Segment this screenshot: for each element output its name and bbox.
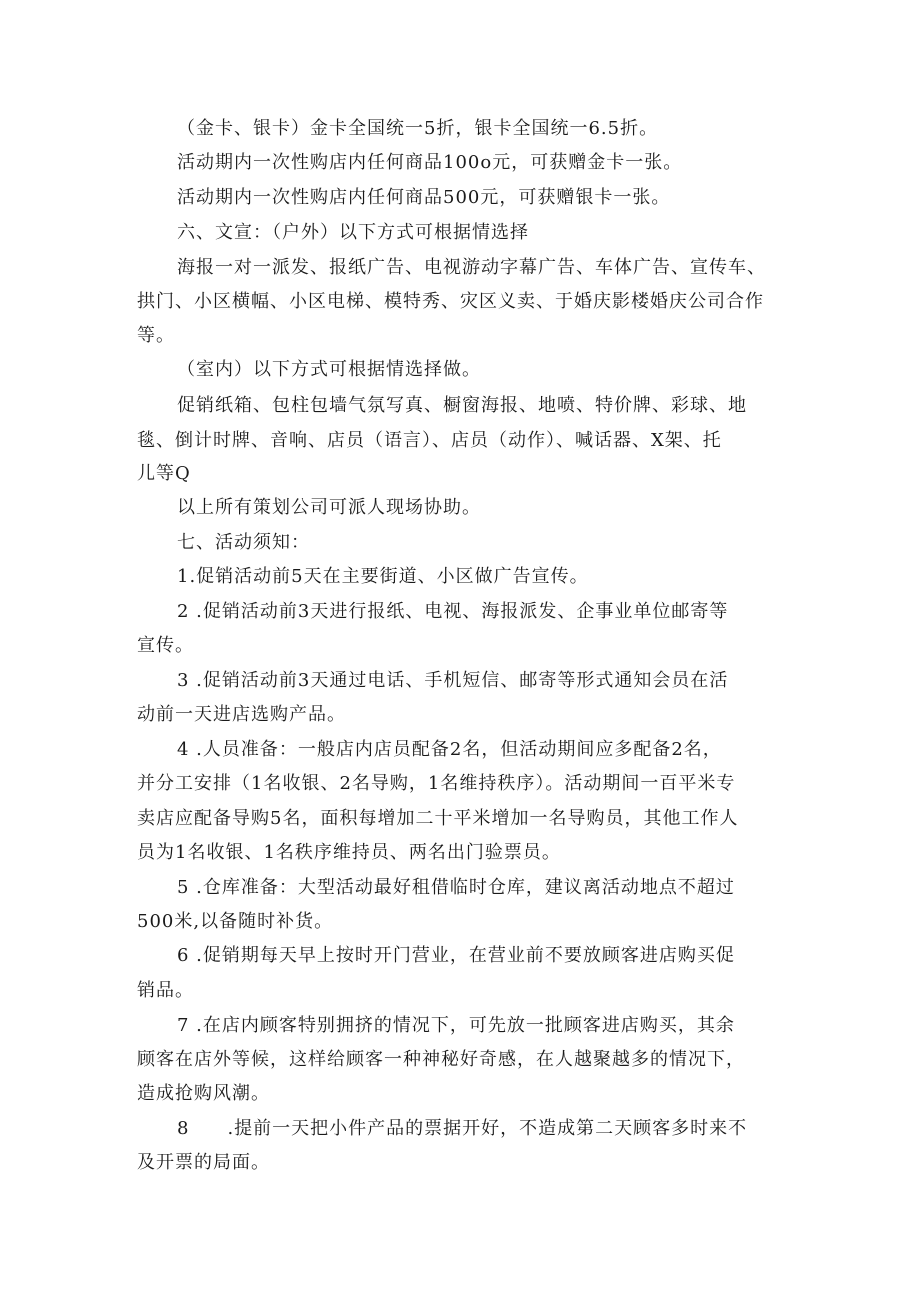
list-item-continuation: 并分工安排（1名收银、2名导购，1名维持秩序）。活动期间一百平米专 — [137, 773, 736, 794]
list-item-continuation: 500米,以备随时补货。 — [137, 911, 334, 932]
list-item-continuation: 销品。 — [137, 980, 194, 1001]
list-item: 2 .促销活动前3天进行报纸、电视、海报派发、企事业单位邮寄等 — [177, 601, 729, 622]
paragraph-line: （金卡、银卡）金卡全国统一5折，银卡全国统一6.5折。 — [177, 118, 659, 139]
paragraph-line: 活动期内一次性购店内任何商品500元，可获赠银卡一张。 — [177, 187, 671, 208]
list-item: 5 .仓库准备：大型活动最好租借临时仓库，建议离活动地点不超过 — [177, 877, 735, 898]
paragraph-line: 儿等Q — [137, 463, 191, 484]
list-item-continuation: 卖店应配备导购5名，面积每增加二十平米增加一名导购员，其他工作人 — [137, 808, 739, 829]
paragraph-line: 毯、倒计时牌、音响、店员（语言）、店员（动作）、喊话器、X架、托 — [137, 430, 722, 451]
paragraph-line: 拱门、小区横幅、小区电梯、模特秀、灾区义卖、于婚庆影楼婚庆公司合作 — [137, 291, 764, 312]
paragraph-line: 以上所有策划公司可派人现场协助。 — [177, 497, 481, 518]
section-heading: 六、文宣：（户外）以下方式可根据情选择 — [177, 222, 529, 243]
paragraph-line: （室内）以下方式可根据情选择做。 — [177, 359, 481, 380]
list-item: 7 .在店内顾客特别拥挤的情况下，可先放一批顾客进店购买，其余 — [177, 1015, 735, 1036]
list-item-continuation: 宣传。 — [137, 635, 194, 656]
paragraph-line: 等。 — [137, 325, 175, 346]
paragraph-line: 活动期内一次性购店内任何商品100o元，可获赠金卡一张。 — [177, 152, 683, 173]
list-item: 3 .促销活动前3天通过电话、手机短信、邮寄等形式通知会员在活 — [177, 670, 729, 691]
list-item-continuation: 员为1名收银、1名秩序维持员、两名出门验票员。 — [137, 842, 561, 863]
list-item-continuation: 顾客在店外等候，这样给顾客一种神秘好奇感，在人越聚越多的情况下， — [137, 1049, 745, 1070]
list-item: 4 .人员准备：一般店内店员配备2名，但活动期间应多配备2名， — [177, 739, 722, 760]
list-item-continuation: 造成抢购风潮。 — [137, 1083, 270, 1104]
paragraph-line: 海报一对一派发、报纸广告、电视游动字幕广告、车体广告、宣传车、 — [177, 257, 766, 278]
list-item-continuation: 动前一天进店选购产品。 — [137, 704, 346, 725]
list-item: 1.促销活动前5天在主要街道、小区做广告宣传。 — [177, 566, 589, 587]
list-item-continuation: 及开票的局面。 — [137, 1152, 270, 1173]
list-item: 6 .促销期每天早上按时开门营业，在营业前不要放顾客进店购买促 — [177, 945, 735, 966]
section-heading: 七、活动须知： — [177, 532, 310, 553]
paragraph-line: 促销纸箱、包柱包墙气氛写真、橱窗海报、地喷、特价牌、彩球、地 — [177, 395, 747, 416]
list-item: 8 .提前一天把小件产品的票据开好，不造成第二天顾客多时来不 — [177, 1118, 748, 1139]
